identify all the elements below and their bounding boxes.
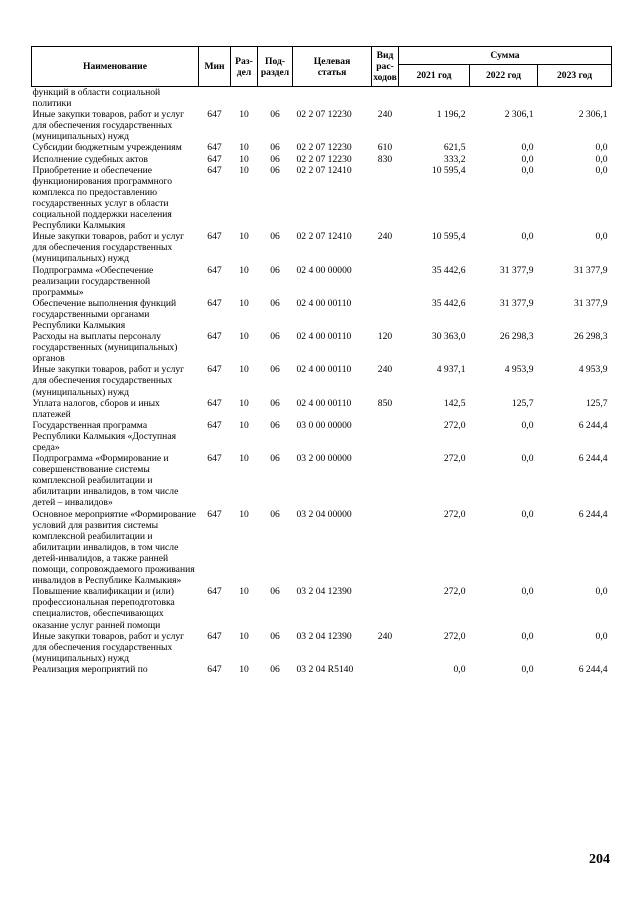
row-podrazdel: 06 xyxy=(270,663,280,675)
row-target: 02 4 00 00110 xyxy=(296,297,352,309)
row-min xyxy=(199,87,231,110)
row-sum-2021: 30 363,0 xyxy=(431,331,466,343)
row-podrazdel: 06 xyxy=(270,264,280,276)
row-sum-2023: 0,0 xyxy=(595,630,608,642)
row-podrazdel: 06 xyxy=(270,419,280,431)
row-sum-2023 xyxy=(538,87,612,110)
row-sum-2021: 272,0 xyxy=(443,586,466,598)
row-target: 02 2 07 12230 xyxy=(296,153,352,165)
row-target: 03 2 04 00000 xyxy=(296,508,352,520)
row-name: Реализация мероприятий по xyxy=(32,663,148,675)
row-min: 647 xyxy=(207,109,222,121)
row-podrazdel: 06 xyxy=(270,453,280,465)
row-vid xyxy=(372,265,399,298)
row-podrazdel: 06 xyxy=(270,153,280,165)
row-vid: 830 xyxy=(377,153,393,165)
row-target xyxy=(293,87,372,110)
row-podrazdel: 06 xyxy=(270,331,280,343)
row-target: 03 2 00 00000 xyxy=(296,453,352,465)
row-sum-2021: 4 937,1 xyxy=(436,364,466,376)
row-name: Подпрограмма «Обеспечение реализации государственной программы» xyxy=(32,264,154,298)
row-name: Исполнение судебных актов xyxy=(32,153,148,165)
header-name: Наименование xyxy=(32,47,199,87)
row-min: 647 xyxy=(207,663,222,675)
row-sum-2022: 0,0 xyxy=(521,586,534,598)
row-sum-2023: 125,7 xyxy=(585,397,608,409)
header-min: Мин xyxy=(199,47,231,87)
row-sum-2021 xyxy=(399,87,470,110)
row-name: Государственная программа Республики Калмыкия «Доступная среда» xyxy=(32,419,176,453)
table-row xyxy=(32,364,612,397)
row-vid: 610 xyxy=(377,142,393,154)
row-razdel: 10 xyxy=(239,231,249,243)
row-sum-2023: 6 244,4 xyxy=(578,508,608,520)
header-2021: 2021 год xyxy=(399,65,470,87)
row-vid xyxy=(372,420,399,453)
row-vid: 240 xyxy=(377,231,393,243)
table-row xyxy=(32,109,612,142)
row-sum-2021: 272,0 xyxy=(443,419,466,431)
row-sum-2022: 0,0 xyxy=(521,663,534,675)
row-vid xyxy=(372,453,399,508)
row-target: 02 2 07 12410 xyxy=(296,231,352,243)
table-row xyxy=(32,165,612,232)
row-sum-2023: 0,0 xyxy=(595,164,608,176)
row-podrazdel: 06 xyxy=(270,109,280,121)
row-name: Обеспечение выполнения функций государственными органами Республики Калмыкия xyxy=(32,297,177,331)
row-razdel: 10 xyxy=(239,331,249,343)
row-target: 03 2 04 12390 xyxy=(296,586,352,598)
row-target: 02 4 00 00000 xyxy=(296,264,352,276)
header-podrazdel: Под- раздел xyxy=(258,47,293,87)
row-vid xyxy=(372,509,399,587)
row-razdel: 10 xyxy=(239,153,249,165)
row-sum-2021: 0,0 xyxy=(453,663,466,675)
row-sum-2022: 0,0 xyxy=(521,508,534,520)
row-min: 647 xyxy=(207,586,222,598)
page-number: 204 xyxy=(589,852,610,867)
row-sum-2021: 272,0 xyxy=(443,453,466,465)
row-sum-2023: 6 244,4 xyxy=(578,453,608,465)
row-min: 647 xyxy=(207,453,222,465)
row-vid xyxy=(372,165,399,232)
row-sum-2023: 4 953,9 xyxy=(578,364,608,376)
row-sum-2022: 125,7 xyxy=(511,397,534,409)
row-vid xyxy=(372,87,399,110)
row-razdel: 10 xyxy=(239,453,249,465)
row-sum-2022: 31 377,9 xyxy=(499,297,534,309)
row-vid: 120 xyxy=(377,331,393,343)
row-sum-2023: 2 306,1 xyxy=(578,109,608,121)
table-row xyxy=(32,231,612,264)
row-podrazdel: 06 xyxy=(270,142,280,154)
row-podrazdel: 06 xyxy=(270,297,280,309)
row-vid xyxy=(372,298,399,331)
row-vid: 850 xyxy=(377,397,393,409)
row-name: Основное мероприятие «Формирование условий для развития системы комплексной реабилитации и абилитации инвалидов, в том числе детей-инвалидов, а также ранней помощи, сопровождаемого проживания инвалидов в Республике Калмыкия» xyxy=(32,508,197,587)
header-2023: 2023 год xyxy=(538,65,612,87)
table-row xyxy=(32,87,612,110)
row-min: 647 xyxy=(207,630,222,642)
row-target: 02 4 00 00110 xyxy=(296,397,352,409)
row-name: функций в области социальной политики xyxy=(32,87,161,110)
table-row xyxy=(32,453,612,508)
header-target: Целевая статья xyxy=(293,47,372,87)
row-sum-2023: 26 298,3 xyxy=(573,331,608,343)
row-min: 647 xyxy=(207,264,222,276)
row-vid: 240 xyxy=(377,109,393,121)
row-sum-2023: 6 244,4 xyxy=(578,419,608,431)
row-sum-2021: 272,0 xyxy=(443,630,466,642)
row-min: 647 xyxy=(207,397,222,409)
row-target: 02 4 00 00110 xyxy=(296,331,352,343)
row-razdel: 10 xyxy=(239,297,249,309)
row-podrazdel xyxy=(258,87,293,110)
row-razdel: 10 xyxy=(239,397,249,409)
header-sum: Сумма xyxy=(399,47,612,65)
row-podrazdel: 06 xyxy=(270,586,280,598)
row-vid: 240 xyxy=(377,364,393,376)
row-razdel: 10 xyxy=(239,508,249,520)
row-name: Иные закупки товаров, работ и услуг для обеспечения государственных (муниципальных) нужд xyxy=(32,109,185,143)
row-sum-2022: 26 298,3 xyxy=(499,331,534,343)
row-name: Повышение квалификации и (или) профессиональная переподготовка специалистов, обеспечивающих оказание услуг ранней помощи xyxy=(32,586,175,631)
header-vid: Вид рас- ходов xyxy=(372,47,399,87)
row-sum-2021: 35 442,6 xyxy=(431,297,466,309)
row-sum-2023: 0,0 xyxy=(595,586,608,598)
row-name: Иные закупки товаров, работ и услуг для обеспечения государственных (муниципальных) нужд xyxy=(32,630,185,664)
row-razdel: 10 xyxy=(239,364,249,376)
table-row xyxy=(32,631,612,664)
row-target: 03 2 04 12390 xyxy=(296,630,352,642)
row-name: Иные закупки товаров, работ и услуг для обеспечения государственных (муниципальных) нужд xyxy=(32,364,185,398)
row-min: 647 xyxy=(207,153,222,165)
row-target: 03 0 00 00000 xyxy=(296,419,352,431)
row-sum-2021: 142,5 xyxy=(443,397,466,409)
table-row xyxy=(32,331,612,364)
row-target: 02 2 07 12410 xyxy=(296,164,352,176)
row-min: 647 xyxy=(207,297,222,309)
row-sum-2023: 0,0 xyxy=(595,231,608,243)
row-sum-2022: 0,0 xyxy=(521,419,534,431)
row-razdel xyxy=(231,87,258,110)
row-podrazdel: 06 xyxy=(270,164,280,176)
table-row xyxy=(32,265,612,298)
table-row xyxy=(32,420,612,453)
row-podrazdel: 06 xyxy=(270,397,280,409)
row-sum-2021: 35 442,6 xyxy=(431,264,466,276)
row-name: Субсидии бюджетным учреждениям xyxy=(32,142,182,154)
row-sum-2022: 2 306,1 xyxy=(504,109,534,121)
row-sum-2022: 0,0 xyxy=(521,231,534,243)
row-razdel: 10 xyxy=(239,663,249,675)
row-target: 02 4 00 00110 xyxy=(296,364,352,376)
row-podrazdel: 06 xyxy=(270,508,280,520)
row-sum-2021: 333,2 xyxy=(443,153,466,165)
table-row xyxy=(32,586,612,630)
table-row xyxy=(32,142,612,153)
row-razdel: 10 xyxy=(239,164,249,176)
row-razdel: 10 xyxy=(239,142,249,154)
row-sum-2022: 0,0 xyxy=(521,630,534,642)
row-sum-2023: 31 377,9 xyxy=(573,297,608,309)
header-razdel: Раз- дел xyxy=(231,47,258,87)
table-row xyxy=(32,154,612,165)
row-razdel: 10 xyxy=(239,630,249,642)
row-podrazdel: 06 xyxy=(270,231,280,243)
row-sum-2021: 10 595,4 xyxy=(431,164,466,176)
row-sum-2022: 0,0 xyxy=(521,164,534,176)
row-name: Подпрограмма «Формирование и совершенствование системы комплексной реабилитации и абилитации инвалидов, в том числе детей – инвалидов» xyxy=(32,453,179,509)
row-sum-2023: 6 244,4 xyxy=(578,663,608,675)
row-sum-2021: 272,0 xyxy=(443,508,466,520)
row-sum-2022: 0,0 xyxy=(521,142,534,154)
table-row xyxy=(32,664,612,675)
row-razdel: 10 xyxy=(239,264,249,276)
row-razdel: 10 xyxy=(239,419,249,431)
row-min: 647 xyxy=(207,164,222,176)
row-sum-2023: 0,0 xyxy=(595,153,608,165)
row-sum-2023: 31 377,9 xyxy=(573,264,608,276)
row-name: Приобретение и обеспечение функционирования программного комплекса по предоставлению государственных услуг в области социальной поддержки населения Республики Калмыкия xyxy=(32,164,173,232)
row-min: 647 xyxy=(207,231,222,243)
row-sum-2023: 0,0 xyxy=(595,142,608,154)
budget-table xyxy=(31,46,612,675)
row-target: 03 2 04 R5140 xyxy=(296,663,354,675)
header-2022: 2022 год xyxy=(470,65,538,87)
row-min: 647 xyxy=(207,508,222,520)
row-target: 02 2 07 12230 xyxy=(296,109,352,121)
row-vid xyxy=(372,664,399,675)
row-min: 647 xyxy=(207,331,222,343)
row-sum-2022: 0,0 xyxy=(521,453,534,465)
row-podrazdel: 06 xyxy=(270,630,280,642)
row-sum-2022: 0,0 xyxy=(521,153,534,165)
row-sum-2021: 10 595,4 xyxy=(431,231,466,243)
row-min: 647 xyxy=(207,142,222,154)
row-sum-2021: 1 196,2 xyxy=(436,109,466,121)
row-vid xyxy=(372,586,399,630)
row-podrazdel: 06 xyxy=(270,364,280,376)
row-razdel: 10 xyxy=(239,109,249,121)
table-row xyxy=(32,298,612,331)
row-sum-2022: 4 953,9 xyxy=(504,364,534,376)
row-sum-2021: 621,5 xyxy=(443,142,466,154)
row-min: 647 xyxy=(207,364,222,376)
row-sum-2022 xyxy=(470,87,538,110)
row-sum-2022: 31 377,9 xyxy=(499,264,534,276)
row-name: Расходы на выплаты персоналу государственных (муниципальных) органов xyxy=(32,331,178,365)
row-min: 647 xyxy=(207,419,222,431)
row-name: Иные закупки товаров, работ и услуг для обеспечения государственных (муниципальных) нужд xyxy=(32,231,185,265)
row-razdel: 10 xyxy=(239,586,249,598)
table-row xyxy=(32,398,612,420)
row-vid: 240 xyxy=(377,630,393,642)
row-name: Уплата налогов, сборов и иных платежей xyxy=(32,397,160,420)
row-target: 02 2 07 12230 xyxy=(296,142,352,154)
table-row xyxy=(32,509,612,587)
